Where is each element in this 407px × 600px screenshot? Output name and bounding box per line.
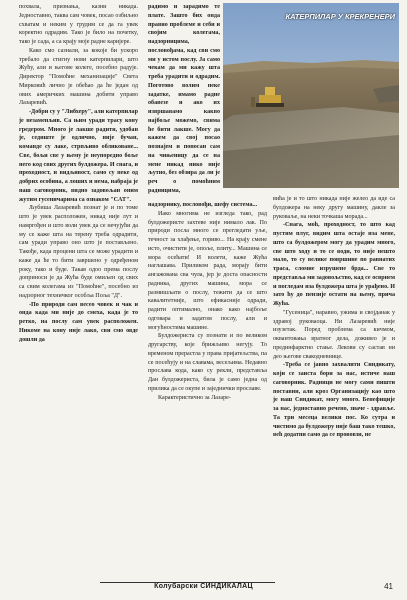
paragraph: Како смо сазнали, за кокоје би ускоро требало да стигну нови катерпилари, што Жућу, али и његове колеге, посебно радује. Директор "Помоћне механизације" Света Мирковић лично је обећао да ће један од ових америчких машина добити управо Лазаревић. bbox=[19, 47, 138, 107]
page-number: 41 bbox=[384, 582, 393, 591]
quote-paragraph: надзорнику, пословођи, шефу система... bbox=[148, 202, 258, 208]
paragraph: вића је и то што никада није желео да иде са булдожера на неку другу машину, дакле за руковаље, на неки точкаша морада... bbox=[273, 196, 395, 220]
page-footer bbox=[0, 580, 407, 594]
article-column-1 bbox=[19, 3, 138, 566]
quote-paragraph: радимо и зарадимо те плате. Зашто бих онда правио проблеме и себи и својим колегама, надзорницима, пословођама, кад сви смо ми у истом послу. Ја само чекам да ми кажу шта треба урадити и одрадим. Поготово волим неке задатке, имамо радне обавезе и ако их извршавамо какво најбоље можемо, свима ће бити лакше. Могу да кажем да свој посао познајем и поносан сам на чињеницу да се на мене никад нико није љутио, без обзира да ли је реч о помоћним радницима, bbox=[148, 4, 220, 194]
paragraph: "Гусеница", наравно, ужима и својданак у здравој руковаоца. Ни Лазаревић није изузетак. Поред проблема са кичмом, оквантовања вратног дела, доживео је и прединфарктно стање. Лекови су састав ни део његове свакодневнице. bbox=[273, 309, 395, 360]
bulldozer-photo bbox=[223, 3, 399, 188]
quote-paragraph: -Треба се јавно захвалити Синдикату, који се заиста бори за нас, истиче наш саговорник. Радници не могу сами пишти поставни, али кроз Организацију као што је наш Синдикат, могу много. Бенефиције за нас, једноставно речено, значе - здравље. Та три месеца велики пос. Ко сутра и чистимо да булдожеру није баш тако тешко, већ додатни само да се прововзи, не bbox=[273, 362, 395, 439]
bulldozer-photo-image bbox=[223, 3, 399, 188]
paragraph: Булдожериста су познати и по великом другарству, које брижљиво негују. То временом прерастла у права пријатељства, па се посећују и на славама, весељима. Недавно прослава кода, како су рекли, представља Дан булдожериста, била је само једна од прилика да се окупе и заједнички прославе. bbox=[148, 333, 267, 392]
publication-title: Колубарски СИНДИКАЛАЦ bbox=[154, 583, 253, 590]
paragraph: Иако многима не изгледа тако, рад булдожеристе захтеве није нимало лак. По природи посла много се прегледати уље, течност за хлађење, гориво... На крају смене исто, очистити је, опоље, плиту... Машина се мора осећати! И волети, каже Жућа наглашава. Приликом рада, морају бити ангажована сва чула, јер је доста опасности радника, других машина, мора се размишљати о послу, тежити да се што кавалитетније, што ефикасније одради, радити оптимално, онако како најбоље одговара и задатом послу, али и могућностима машине. bbox=[148, 210, 267, 331]
quote-paragraph: -По природи сам весео човек и чак и онда када ми није до смеха, када је то ретко, на послу сам увек расположен. Никоме на кону није лако, сви смо овде дошли да bbox=[19, 301, 138, 343]
article-column-3 bbox=[273, 195, 395, 566]
quote-paragraph: -Добри су у "Либхеру", али катерпилар је незаменљив. Са њим уради трасу кону гредером. Много је лакше радити, удобан је, седиште је одлично, није бучан, команде су лаке, стрпљиво обликоване... Све, бољи све у њему је неупоредно боље него код свих других булдожера. И снага, и проходност, и видљивост, само су неке од добрих особина, а лоших и нема, набраја је наш саговорник, видно задовољан оним жутим гусеничарима са ознаком "CAT". bbox=[19, 109, 138, 203]
paragraph: похвала, признања, казни никада. Једноставно, таква сам човек, посао озбиљно схватам и неким у грудим се да га увек коректно одрадим. Тако је било на почетку, тако је сада, а са крају моје радне каријере. bbox=[19, 4, 138, 45]
article-column-2 bbox=[148, 201, 267, 566]
paragraph: Љубиша Лазаревић познат је и по томе што је увек расположен, никад није лут и намргођен и што воли увек да се нечујући да му се каже шта на терену треба одрадити, сам уради управо оно што је постављено. Такође, када процени шта се може урадити и каже да ће то бити завршено у одређеном року, тако и буде. Такав одоо према послу доприноси је да Жућа буде омиљен од свих са свим колегама из "Помоћне", посебно из надзорног техничког особља Поља "Д". bbox=[19, 205, 138, 299]
quote-paragraph: -Снага, моћ, проходност, то што кад пустим плуг, видим шта остаје иза мене, што са булдожером могу да урадим много, све што ходу и то се води, то није нешто мало, то су велике површине по равнатих траса, сломие изрушене брда... Све то представља ми задовољство, кад се осврнем и погледам иза булдожера шта је урађено. И зато ћу до пензије остати на њему, прича Жућа. bbox=[273, 222, 395, 307]
paragraph: Карактеристично за Лазаре- bbox=[158, 394, 231, 401]
article-column-2-top bbox=[148, 3, 220, 200]
photo-caption: КАТЕРПИЛАР У КРЕКРЕНЕРИ bbox=[285, 12, 395, 21]
